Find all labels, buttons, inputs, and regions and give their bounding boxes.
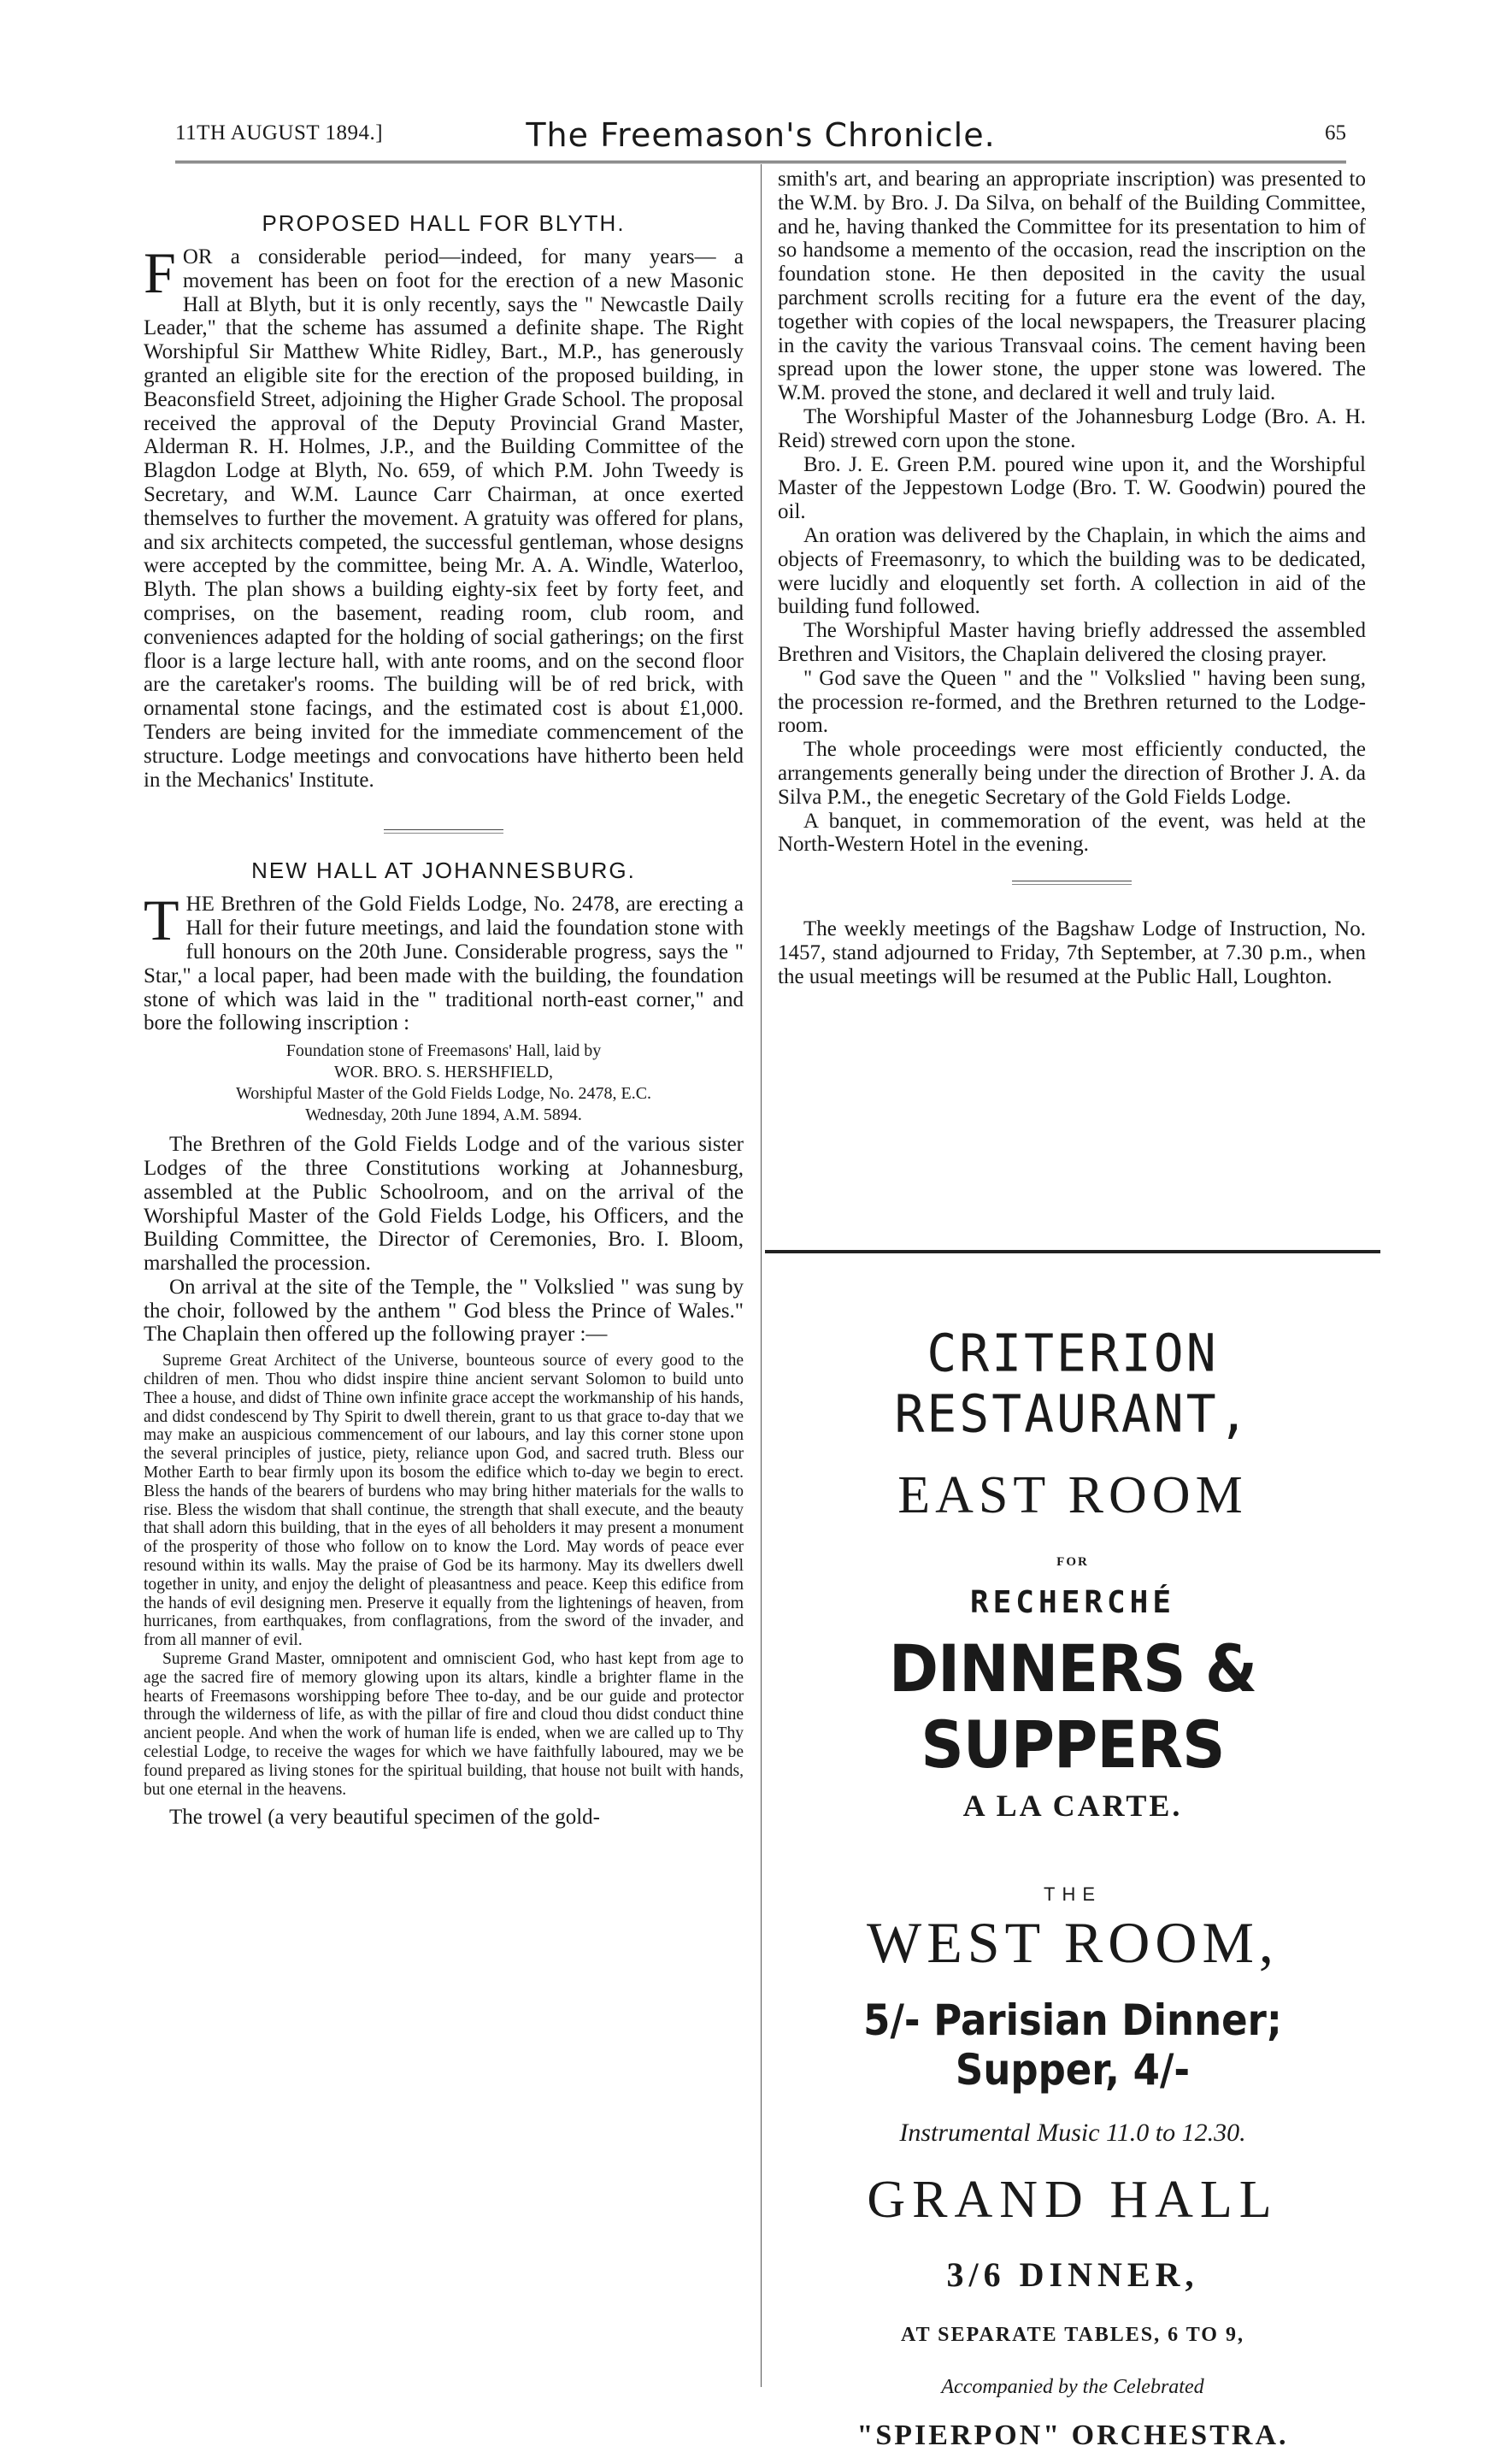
page-number: 65 [1325, 121, 1346, 144]
volkslied-paragraph: On arrival at the site of the Temple, the " Volkslied " was sung by the choir, followed by the anthem " God bless the Prince of Wales." The Chaplain then offered up the following prayer :— [144, 1275, 744, 1347]
procession-paragraph: The Brethren of the Gold Fields Lodge and of the various sister Lodges of the three Constitutions working at Johannesburg, assembled at the Public Schoolroom, and on the arrival of the Worshipful Master of the Gold Fields Lodge, his Officers, and the Building Committee, the Director of Ceremonies, Bro. I. Bloom, marshalled the procession. [144, 1133, 744, 1276]
closing-prayer-paragraph: The Worshipful Master having briefly addressed the assembled Brethren and Visitors, the Chaplain delivered the closing prayer. [778, 619, 1366, 666]
oration-paragraph: An oration was delivered by the Chaplain, in which the aims and objects of Freemasonry, to which the building was to be dedicated, were lucidly and eloquently set forth. A collection in aid of the building fund followed. [778, 523, 1366, 619]
ad-for: FOR [1056, 1555, 1089, 1569]
ad-separate-tables: AT SEPARATE TABLES, 6 TO 9, [901, 2324, 1244, 2346]
trowel-paragraph: The trowel (a very beautiful specimen of the gold- [169, 1806, 600, 1830]
ad-criterion: CRITERION RESTAURANT, [894, 1322, 1251, 1445]
proceedings-paragraph: The whole proceedings were most efficiently conducted, the arrangements generally being under the direction of Brother J. A. da Silva P.M., the enegetic Secretary of the Gold Fields Lodge. [778, 738, 1366, 809]
publication-title: The Freemason's Chronicle. [526, 116, 996, 154]
header-rule [175, 161, 1346, 163]
anthem-paragraph: " God save the Queen " and the " Volkslied " having been sung, the procession re-formed, and the Brethren returned to the Lodge-room. [778, 666, 1366, 738]
issue-date: 11TH AUGUST 1894.] [175, 121, 384, 144]
ad-dinner-price: 3/6 DINNER, [946, 2255, 1199, 2294]
ad-parisian-dinner: 5/- Parisian Dinner; Supper, 4/- [863, 1995, 1282, 2095]
ad-dinners-suppers: DINNERS & SUPPERS [888, 1630, 1257, 1783]
right-column [778, 168, 1366, 989]
ad-instrumental-music: Instrumental Music 11.0 to 12.30. [899, 2119, 1246, 2147]
ad-grand-hall: GRAND HALL [867, 2171, 1279, 2229]
trowel-continued: smith's art, and bearing an appropriate inscription) was presented to the W.M. by Bro. J. Da Silva, on behalf of the Building Committee, and he, having thanked the Committee for its presentation to him of so handsome a memento of the occasion, read the inscription on the foundation stone. He then deposited in the cavity the usual parchment scrolls reciting for a future era the event of the day, together with copies of the local newspapers, the Treasurer placing in the cavity the various Transvaal coins. The cement having been spread upon the lower stone, the upper stone was lowered. The W.M. proved the stone, and declared it well and truly laid. [778, 168, 1366, 405]
wine-paragraph: Bro. J. E. Green P.M. poured wine upon it, and the Worshipful Master of the Jeppestown Lodge (Bro. T. W. Goodwin) poured the oil. [778, 452, 1366, 524]
advertisement-rule [765, 1250, 1380, 1253]
banquet-paragraph: A banquet, in commemoration of the event, was held at the North-Western Hotel in the evening. [778, 809, 1366, 857]
johannesburg-heading: NEW HALL AT JOHANNESBURG. [251, 858, 636, 884]
bagshaw-notice: The weekly meetings of the Bagshaw Lodge of Instruction, No. 1457, stand adjourned to Friday, 7th September, at 7.30 p.m., when the usual meetings will be resumed at the Public Hall, Loughton. [778, 917, 1366, 988]
section-separator [1012, 881, 1132, 885]
blyth-paragraph: FOR a considerable period—indeed, for many years— a movement has been on foot for the erection of a new Masonic Hall at Blyth, but it is only recently, says the " Newcastle Daily Leader," that the scheme has assumed a definite shape. The Right Worshipful Sir Matthew White Ridley, Bart., M.P., has generously granted an eligible site for the erection of the proposed building, in Beaconsfield Street, adjoining the Higher Grade School. The proposal received the approval of the Deputy Provincial Grand Master, Alderman R. H. Holmes, J.P., and the Building Committee of the Blagdon Lodge at Blyth, No. 659, of which P.M. John Tweedy is Secretary, and W.M. Launce Carr Chairman, at once exerted themselves to further the movement. A gratuity was offered for plans, and six architects competed, the successful gentleman, whose designs were accepted by the committee, being Mr. A. A. Windle, Waterloo, Blyth. The plan shows a building eighty-six feet by forty feet, and comprises, on the basement, reading room, club room, and conveniences adapted for the holding of social gatherings; on the first floor is a large lecture hall, with ante rooms, and on the second floor are the caretaker's rooms. The building will be of red brick, with ornamental stone facings, and the estimated cost is about £1,000. Tenders are being invited for the immediate commencement of the structure. Lodge meetings and convocations have hitherto been held in the Mechanics' Institute. [144, 240, 744, 792]
foundation-inscription: Foundation stone of Freemasons' Hall, laid by WOR. BRO. S. HERSHFIELD, Worshipful Master of the Gold Fields Lodge, No. 2478, E.C. Wednesday, 20th June 1894, A.M. 5894. [235, 1041, 652, 1125]
ad-recherche: RECHERCHÉ [969, 1585, 1176, 1620]
johannesburg-paragraph: THE Brethren of the Gold Fields Lodge, No. 2478, are erecting a Hall for their future meetings, and laid the foundation stone with full honours on the 20th June. Considerable progress, says the " Star," a local paper, had been made with the building, the foundation stone of which was laid in the " traditional north-east corner," and bore the following inscription : [144, 887, 744, 1035]
blyth-heading: PROPOSED HALL FOR BLYTH. [262, 210, 626, 236]
ad-accompanied: Accompanied by the Celebrated [941, 2376, 1204, 2398]
corn-paragraph: The Worshipful Master of the Johannesburg Lodge (Bro. A. H. Reid) strewed corn upon the stone. [778, 404, 1366, 452]
drop-cap: F [144, 240, 176, 305]
ad-the: THE [1044, 1883, 1102, 1905]
page-header [175, 118, 1346, 157]
ad-spierpon-orchestra: "SPIERPON" ORCHESTRA. [856, 2420, 1289, 2451]
prayer-text: Supreme Great Architect of the Universe, bounteous source of every good to the children of men. Thou who didst inspire thine ancient servant Solomon to build unto Thee a house, and didst of Thine own infinite grace accept the workmanship of his hands, and didst condescend by Thy Spirit to dwell therein, grant to us that grace to-day that we may make an auspicious commencement of our labours, and lay this corner stone upon the several principles of justice, piety, reliance upon God, and sacred truth. Bless our Mother Earth to bear firmly upon its bosom the edifice which to-day we begin to erect. Bless the hands of the bearers of burdens who may bring hither materials for the walls to rise. Bless the wisdom that shall continue, the strength that shall execute, and the beauty that shall adorn this building, that in the eyes of all beholders it may present a monument of the prosperity of those who follow on to know the Lord. May words of peace ever resound within its walls. May the praise of God be its harmony. May its dwellers dwell together in unity, and enjoy the delight of pleasantness and peace. Keep this edifice from the hands of evil designing men. Preserve it equally from the lightenings of heaven, from hurricanes, from earthquakes, from conflagrations, from the sword of the invader, and from all manner of evil. Supreme Grand Master, omnipotent and omniscient God, who hast kept from age to age the sacred fire of memory glowing upon its altars, kindle a brighter flame in the hearts of Freemasons worshipping before Thee to-day, and be our guide and protector through the wilderness of life, as with the pillar of fire and cloud thou didst conduct thine ancient people. And when the work of human life is ended, when we are called up to Thy celestial Lodge, to receive the wages for which we have faithfully laboured, may we be found prepared as living stones for the spiritual building, that house not built with hands, but one eternal in the heavens. [144, 1352, 744, 1799]
ad-east-room: EAST ROOM [897, 1466, 1248, 1524]
left-column [144, 168, 744, 1830]
ad-a-la-carte: A LA CARTE. [962, 1789, 1183, 1823]
drop-cap: T [144, 887, 179, 953]
section-separator [384, 829, 503, 834]
column-divider [761, 164, 762, 2387]
ad-west-room: WEST ROOM, [867, 1910, 1279, 1975]
criterion-advertisement [765, 1265, 1380, 2452]
